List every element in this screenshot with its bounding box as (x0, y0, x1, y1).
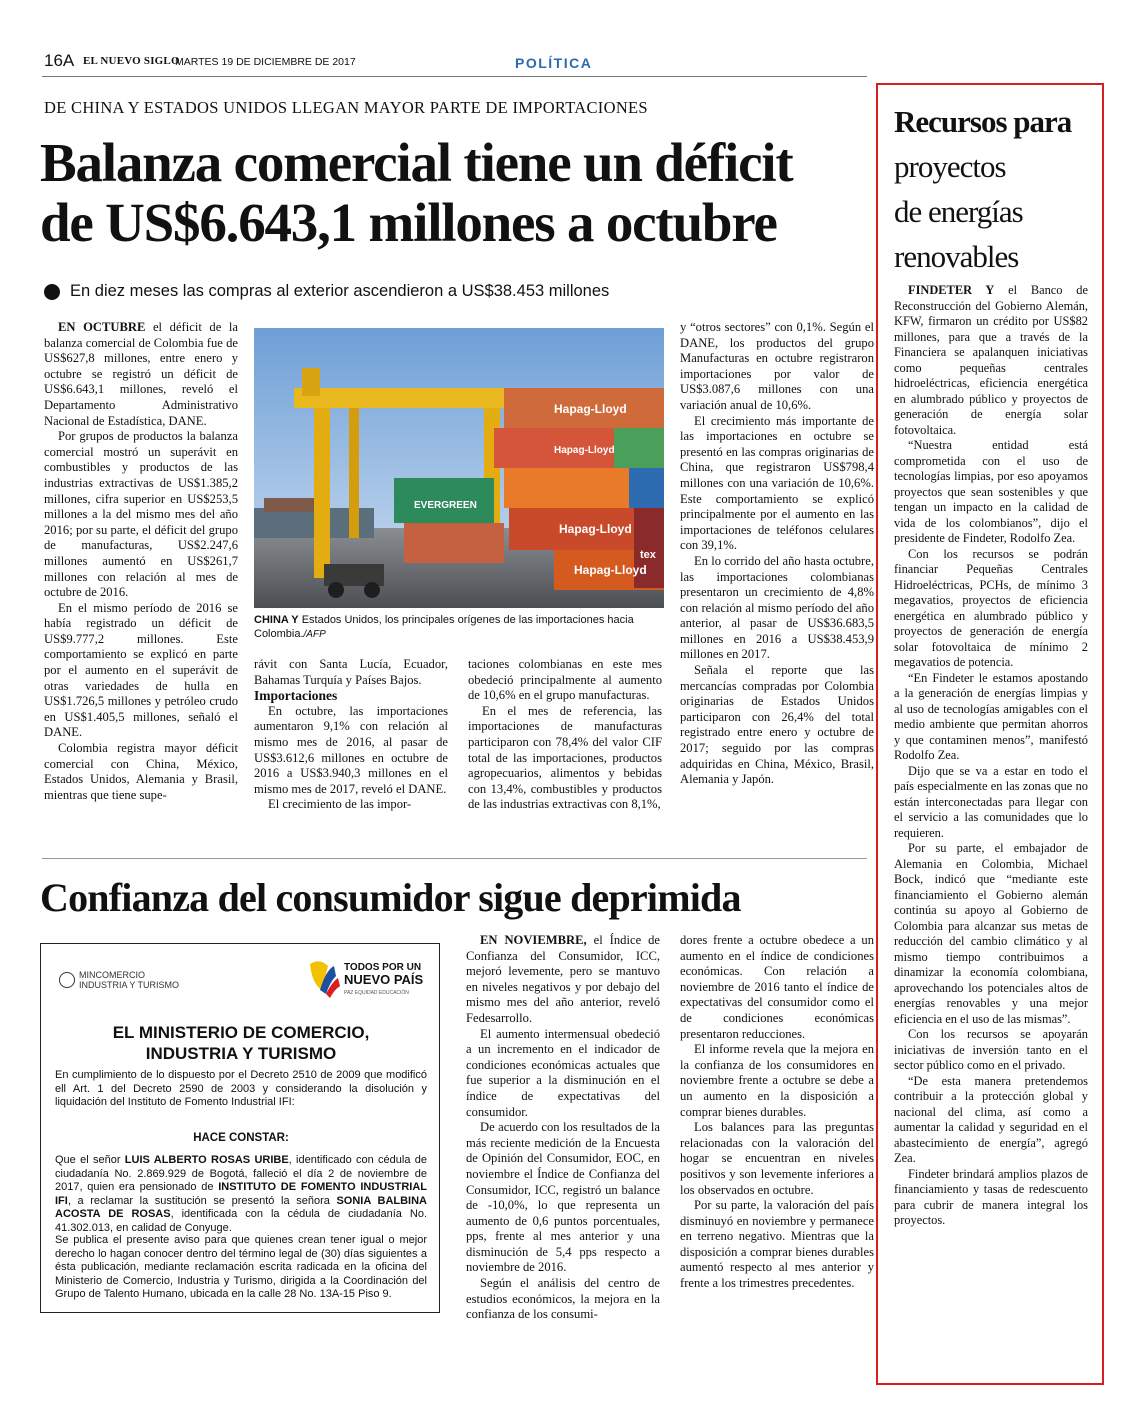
headline-line-2: de US$6.643,1 millones a octubre (40, 192, 777, 253)
ad-intro: En cumplimiento de lo dispuesto por el Decreto 2510 de 2009 que modificó ell Art. 1 del Decreto 2590 de 2003 y considerando la disolución y liquidación del Instituto de Fomento Industrial IFI: (55, 1069, 427, 1108)
header-rule (42, 76, 867, 77)
paragraph: En el mes de referencia, las importaciones de manufacturas participaron con 78,4% del valor CIF total de las importaciones, productos agropecuarios, alimentos y bebidas con 13,4%, combustibles y productos de las industrias extractivas con 8,1%, (468, 703, 662, 812)
ad-body-text: Que el señor (55, 1154, 125, 1166)
article-2-column-2 (680, 933, 874, 1292)
photo-text: Hapag-Lloyd (554, 402, 627, 416)
colombia-flag-swoosh-icon (306, 956, 426, 1000)
paragraph (894, 283, 1088, 438)
paragraph: “De esta manera pretendemos contribuir a la protección global y nacional del clima, así como a aumentar la calidad y seguridad en el abastecimiento de energía”, agregó Zea. (894, 1073, 1088, 1165)
article-column-4 (680, 320, 874, 788)
photo-text: Hapag-Lloyd (574, 563, 647, 577)
paragraph: dores frente a octubre obedece a un aumento en el índice de condiciones económicas. Con relación a noviembre de 2016 tanto el índice de expectativas del consumidor como el de condiciones económicas presentaron reducciones. (680, 933, 874, 1041)
sidebar-title-line-2: proyectos (894, 149, 1006, 184)
paragraph: Por su parte, el embajador de Alemania en Colombia, Michael Bock, indicó que “mediante este financiamiento el Gobierno alemán continúa su apoyo al Gobierno de Colombia para alcanzar sus metas de reducción del cambio climático y al mismo tiempo contribuimos a dinamizar la economía colombiana, aprovechando los potenciales altos de energías renovables y una mejor eficiencia en el uso de las mismas”. (894, 841, 1088, 1026)
caption-text: Estados Unidos, los principales orígenes de las importaciones hacia Colombia. (254, 614, 634, 640)
paragraph: Por su parte, la valoración del país disminuyó en noviembre y permanece en terreno negativo. Mientras que la disposición a comprar bienes durables aumentó respecto al mes anterior y frente a los trimestres precedentes. (680, 1198, 874, 1291)
paragraph: rávit con Santa Lucía, Ecuador, Bahamas Turquía y Países Bajos. (254, 657, 448, 687)
ad-closing: Se publica el presente aviso para que quienes crean tener igual o mejor derecho lo hagan conocer dentro del término legal de (30) días siguientes a ésta publicación, mediante reclamación escrita radicada en la oficina del Ministerio de Comercio, Industria y Turismo, dirigida a la Coordinación del Grupo de Talento Humano, ubicada en la calle 28 No. 13A-15 Piso 9. (55, 1234, 427, 1300)
photo-text: tex (640, 549, 656, 561)
logo-line-1: TODOS POR UN (344, 962, 422, 973)
paragraph-text: el Banco de Reconstrucción del Gobierno Alemán, KFW, firmaron un crédito por US$82 millones, para que a través de la Financiera se apalanquen iniciativas como pequeñas centrales hidroeléctricas, eficiencia energética en alumbrado público y proyectos de generación de energía solar fotovoltaica. (894, 283, 1088, 437)
paragraph: Colombia registra mayor déficit comercial con China, México, Estados Unidos, Alemania y Brasil, mientras que tiene supe- (44, 741, 238, 802)
todos-por-un-nuevo-pais-logo (306, 956, 426, 1005)
subline-text: En diez meses las compras al exterior ascendieron a US$38.453 millones (70, 282, 610, 300)
ad-body-text: , identificada con la cédula de ciudadanía No. 41.302.013, en calidad de Conyuge. (55, 1208, 427, 1234)
paragraph: y “otros sectores” con 0,1%. Según el DANE, los productos del grupo Manufacturas en octubre registraron importaciones por valor de US$3.087,6 millones con una variación anual de 10,6%. (680, 320, 874, 412)
paragraph-text: el déficit de la balanza comercial de Colombia fue de US$627,8 millones, entre enero y octubre se registró un déficit de US$6.643,1 millones, reveló el Departamento Administrativo Nacional de Estadística, DANE. (44, 320, 238, 428)
sidebar-title-line-3: de energías (894, 194, 1023, 229)
section-name: POLÍTICA (515, 55, 593, 71)
port-containers-photo (254, 328, 664, 608)
paragraph: Con los recursos se podrán financiar Pequeñas Centrales Hidroeléctricas, PCHs, de mínimo 3 megavatios, proyectos de eficiencia energética en alumbrado público y proyectos de generación de energía solar fotovoltaica de mínimo 2 megavatios de potencia. (894, 546, 1088, 669)
article-column-2 (254, 657, 448, 813)
paragraph: De acuerdo con los resultados de la más reciente medición de la Encuesta de Opinión del Consumidor, EOC, en noviembre el Índice de Confianza del Consumidor, ICC, registró un balance de -10,0%, lo que representa un aumento de 0,6 puntos porcentuales, pps, frente al mes anterior y una disminución de 5,4 pps respecto a noviembre de 2016. (466, 1120, 660, 1275)
national-seal-icon (59, 972, 75, 988)
page-number: 16A (44, 51, 75, 70)
caption-lead: CHINA Y (254, 614, 299, 626)
photo-text: Hapag-Lloyd (554, 445, 615, 456)
paragraph: Dijo que se va a estar en todo el país especialmente en las zonas que no están interconectadas para llegar con el servicio a las comunidades que lo requieren. (894, 763, 1088, 840)
mincomercio-logo (61, 970, 179, 990)
article-2-headline: Confianza del consumidor sigue deprimida (40, 875, 741, 920)
paragraph: El crecimiento de las impor- (268, 797, 412, 812)
sidebar-title-line-4: renovables (894, 239, 1019, 274)
ad-title-line-2: INDUSTRIA Y TURISMO (145, 1044, 337, 1063)
lead-in: EN NOVIEMBRE, (480, 933, 587, 947)
paragraph: El informe revela que la mejora en la confianza de los consumidores en noviembre frente a octubre se debe a un aumento en la disposición a comprar bienes durables. (680, 1042, 874, 1119)
photo-text: Hapag-Lloyd (559, 522, 632, 536)
article-headline (40, 133, 792, 253)
paragraph: En el mismo período de 2016 se había registrado un déficit de US$9.777,2 millones. Este comportamiento se explicó en parte por el aumento en el superávit de otras variedades de hulla en US$1.726,5 millones y petróleo crudo en US$1.405,5 millones, señaló el DANE. (44, 600, 238, 740)
paragraph (466, 933, 660, 1027)
paragraph: Señala el reporte que las mercancías compradas por Colombia originarias de Estados Unidos participaron con 26,4% del total registrado entre enero y octubre de 2017; seguido por las compras adquiridas en China, México, Brasil, Alemania y Japón. (680, 663, 874, 787)
headline-line-1: Balanza comercial tiene un déficit (40, 132, 793, 193)
sidebar-title (894, 99, 1071, 279)
ad-body-text: , identificado con cédula de ciudadanía No. 2.869.929 de Bogotá, falleció el día 2 de noviembre de 2017, quien era pensionado de (55, 1154, 427, 1193)
logo-line-3: PAZ EQUIDAD EDUCACIÓN (344, 990, 409, 996)
section-divider (42, 858, 867, 859)
ad-name-1: LUIS ALBERTO ROSAS URIBE (124, 1154, 289, 1166)
paragraph: Findeter brindará amplios plazos de financiamiento y tasas de redescuento para cubrir de manera integral los proyectos. (894, 1166, 1088, 1227)
paragraph: Por grupos de productos la balanza comercial mostró un superávit en combustibles y productos de las industrias extractivas de US$1.385,2 millones, cifra superior en US$253,5 millones a la del mismo mes del año 2016; por su parte, el déficit del grupo de manufacturas, US$2.247,6 millones aumentó en US$261,7 millones con relación al mes de octubre de 2016. (44, 429, 238, 600)
ad-body (55, 1154, 427, 1235)
paragraph (44, 320, 238, 429)
photo-credit: /AFP (303, 629, 326, 640)
issue-date: MARTES 19 DE DICIEMBRE DE 2017 (175, 56, 356, 68)
newspaper-name: EL NUEVO SIGLO (83, 55, 180, 67)
paragraph: En lo corrido del año hasta octubre, las importaciones colombianas presentaron un crecimiento de 4,8% con relación al mismo período del año anterior, al pasar de US$36.683,5 millones en 2016 a US$38.453,9 millones en 2017. (680, 553, 874, 662)
lead-in: FINDETER Y (908, 283, 995, 297)
paragraph: “Nuestra entidad está comprometida con el uso de tecnologías limpias, por eso apoyamos proyectos que sean sostenibles y que tengan un impacto en la calidad de vida de los colombianos”, dijo el presidente de Findeter, Rodolfo Zea. (894, 438, 1088, 545)
mincomercio-line-1: MINCOMERCIO (79, 970, 145, 980)
ad-title (41, 1022, 441, 1064)
photo-caption (254, 613, 664, 642)
ad-body-text: , a reclamar la sustitución se presentó la señora (67, 1194, 337, 1207)
paragraph: En octubre, las importaciones aumentaron 9,1% con relación al mismo mes de 2016, al pasar de US$3.612,6 millones en octubre de 2016 a US$3.940,3 millones en el mismo mes de 2017, reveló el DANE. (254, 703, 448, 796)
sidebar-body (894, 283, 1088, 1229)
ad-name-2: SONIA BALBINA ACOSTA DE ROSAS (55, 1194, 428, 1220)
ad-hace-constar: HACE CONSTAR: (193, 1132, 289, 1144)
ministry-notice-ad (40, 943, 440, 1313)
paragraph: El crecimiento más importante de las importaciones en octubre se presentó en las compras originarias de China, que registraron US$798,4 millones con una variación de 10,6%. Este comportamiento se explicó principalmente por el aumento en las importaciones de teléfonos celulares con 39,1%. (680, 413, 874, 553)
paragraph-text: el Índice de Confianza del Consumidor, ICC, mejoró levemente, pero se mantuvo en niveles negativos y por debajo del mismo mes del año anterior, reveló Fedesarrollo. (466, 933, 660, 1025)
paragraph: Con los recursos se apoyarán iniciativas de inversión tanto en el sector público como en el privado. (894, 1027, 1088, 1072)
article-column-1 (44, 320, 238, 803)
article-kicker: DE CHINA Y ESTADOS UNIDOS LLEGAN MAYOR PARTE DE IMPORTACIONES (44, 98, 648, 117)
subheading-importaciones: Importaciones (254, 688, 338, 704)
paragraph: Según el análisis del centro de estudios económicos, la mejora en la confianza de los consumi- (466, 1276, 660, 1322)
paragraph: El aumento intermensual obedeció a un incremento en el indicador de condiciones económicas actuales que fue superior a la disminución en el índice de expectativas del consumidor. (466, 1026, 660, 1119)
paragraph: “En Findeter le estamos apostando a la generación de energías limpias y al uso de tecnologías amigables con el medio ambiente que permitan ahorros y que contaminen menos”, manifestó Rodolfo Zea. (894, 670, 1088, 762)
paragraph: Los balances para las preguntas relacionadas con la valoración del hogar se encuentran en niveles positivos y son levemente inferiores a los observados en octubre. (680, 1120, 874, 1197)
article-subline (44, 282, 609, 301)
article-2-column-1 (466, 933, 660, 1323)
photo-text: EVERGREEN (414, 500, 477, 511)
ad-title-line-1: EL MINISTERIO DE COMERCIO, (112, 1023, 370, 1042)
photo-illustration (254, 328, 664, 608)
lead-in: EN OCTUBRE (58, 320, 146, 334)
ad-institution: INSTITUTO DE FOMENTO INDUSTRIAL IFI (55, 1181, 427, 1207)
logo-line-2: NUEVO PAÍS (344, 972, 424, 987)
article-column-3 (468, 657, 662, 813)
bullet-icon (44, 284, 60, 300)
paragraph: taciones colombianas en este mes obedeció principalmente al aumento de 10,6% en el grupo manufacturas. (468, 657, 662, 703)
mincomercio-line-2: INDUSTRIA Y TURISMO (79, 980, 180, 990)
sidebar-title-line-1: Recursos para (894, 104, 1072, 139)
